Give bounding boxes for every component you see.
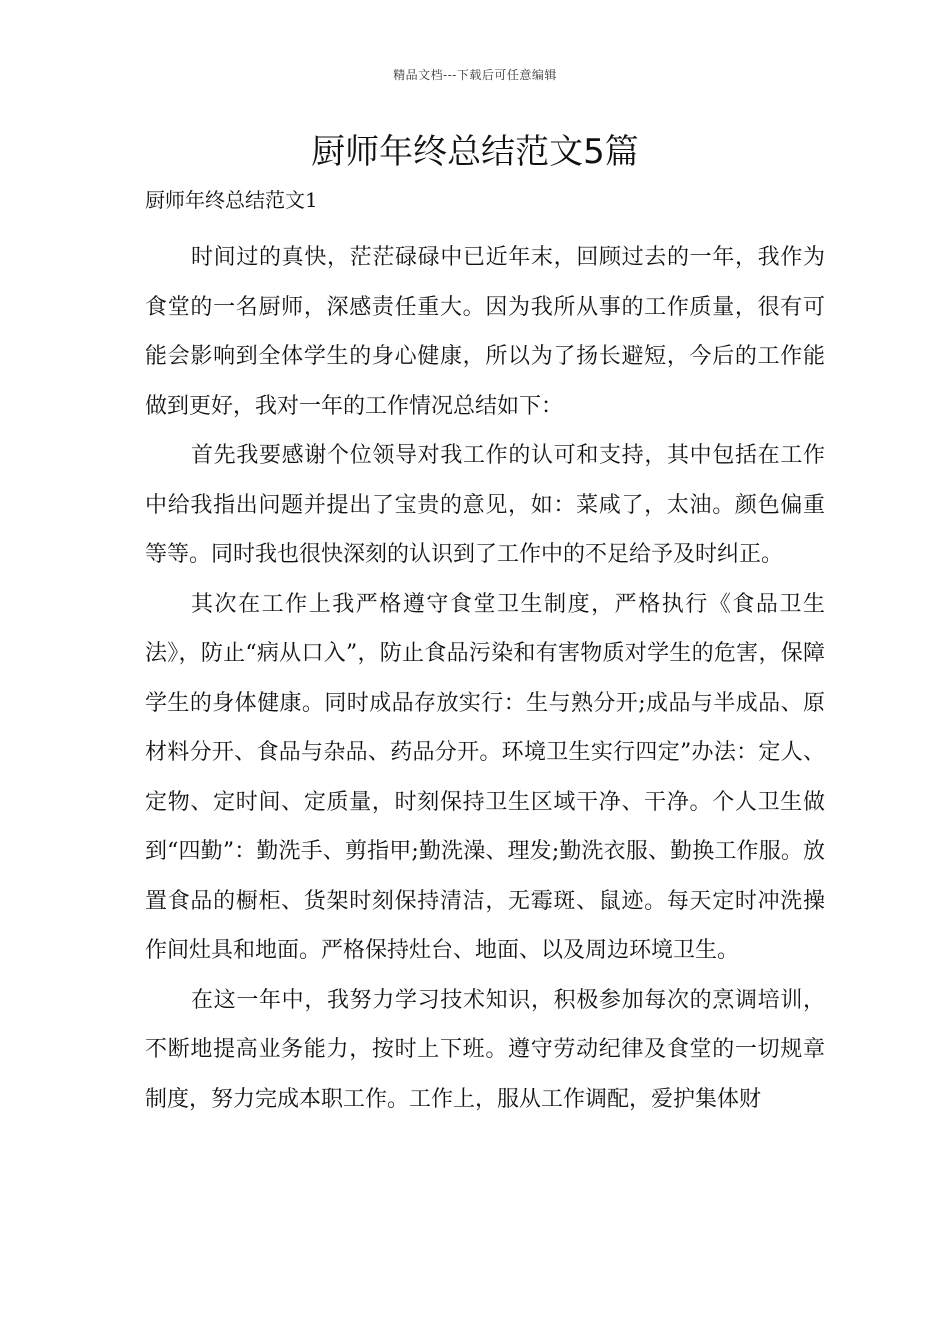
document-title: 厨师年终总结范文5篇 — [311, 132, 639, 172]
document-body — [145, 233, 825, 1124]
paragraph-4: 在这一年中，我努力学习技术知识，积极参加每次的烹调培训，不断地提高业务能力，按时上下班。遵守劳动纪律及食堂的一切规章制度，努力完成本职工作。工作上，服从工作调配，爱护集体财 — [145, 987, 825, 1112]
paragraph-2: 首先我要感谢个位领导对我工作的认可和支持，其中包括在工作中给我指出问题并提出了宝贵的意见，如：菜咸了，太油。颜色偏重等等。同时我也很快深刻的认识到了工作中的不足给予及时纠正。 — [145, 443, 825, 567]
section-subtitle: 厨师年终总结范文1 — [145, 188, 318, 212]
paragraph-3: 其次在工作上我严格遵守食堂卫生制度，严格执行《食品卫生法》，防止“病从口入”，防止食品污染和有害物质对学生的危害，保障学生的身体健康。同时成品存放实行：生与熟分开;成品与半成品、原材料分开、食品与杂品、药品分开。环境卫生实行四定”办法：定人、定物、定时间、定质量，时刻保持卫生区域干净、干净。个人卫生做到“四勤”：勤洗手、剪指甲;勤洗澡、理发;勤洗衣服、勤换工作服。放置食品的橱柜、货架时刻保持清洁，无霉斑、鼠迹。每天定时冲洗操作间灶具和地面。严格保持灶台、地面、以及周边环境卫生。 — [145, 591, 825, 963]
paragraph-1: 时间过的真快，茫茫碌碌中已近年末，回顾过去的一年，我作为食堂的一名厨师，深感责任重大。因为我所从事的工作质量，很有可能会影响到全体学生的身心健康，所以为了扬长避短，今后的工作能做到更好，我对一年的工作情况总结如下： — [145, 245, 825, 419]
header-note: 精品文档---下载后可任意编辑 — [393, 68, 557, 82]
